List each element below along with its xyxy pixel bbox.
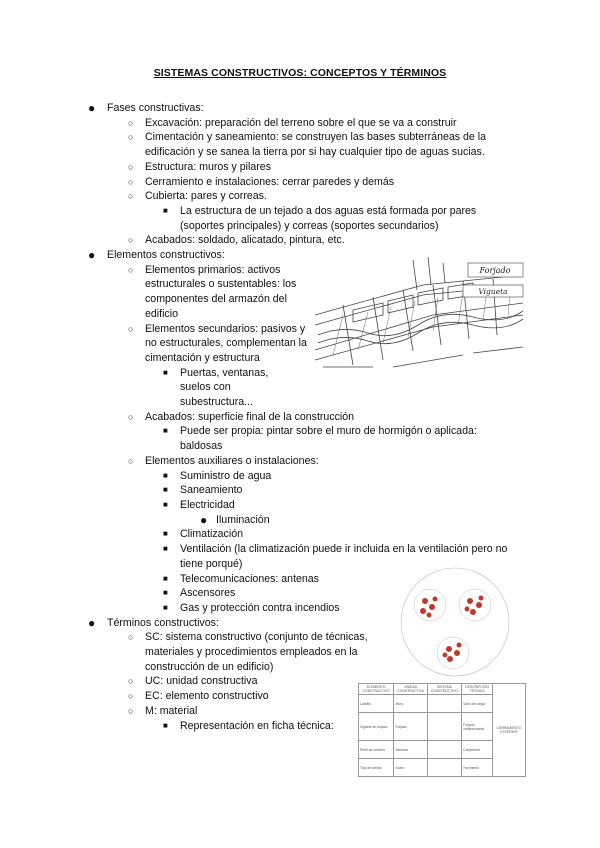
bullet-circle-icon: ○: [128, 117, 134, 128]
list-item: ■ Gas y protección contra incendios: [163, 601, 340, 614]
list-item: ○ M: material: [128, 704, 198, 717]
section-fases: [0, 101, 600, 116]
bullet-square-icon: ■: [163, 544, 168, 554]
bullet-square-icon: ■: [163, 470, 168, 480]
list-item: ■ Saneamiento: [163, 484, 243, 497]
list-item: ○ UC: unidad constructiva: [128, 675, 258, 688]
list-item: ○ Cubierta: pares y correas.: [128, 190, 267, 203]
bullet-square-icon: ■: [163, 426, 168, 436]
bullet-circle-icon: ○: [128, 176, 134, 187]
bullet-square-icon: ■: [163, 588, 168, 598]
systems-cluster-diagram: [395, 565, 515, 680]
list-item: ● Iluminación: [200, 512, 270, 527]
ficha-tecnica: [358, 683, 526, 777]
list-item: ○ Estructura: muros y pilares: [128, 160, 271, 173]
bullet-circle-icon: ○: [128, 235, 134, 246]
cluster-drawing: [395, 565, 515, 680]
bullet-disc-icon: ●: [88, 248, 96, 263]
list-item: ■ Electricidad: [163, 498, 235, 511]
list-item: ■ Representación en ficha técnica:: [163, 719, 334, 732]
table-row: Vigueta de forjado Forjado Forjado unidireccional: [359, 713, 526, 741]
technical-sheet-table: [358, 683, 526, 779]
list-item: ○ Cerramiento e instalaciones: cerrar paredes y demás: [128, 175, 395, 188]
bullet-square-icon: ■: [163, 720, 168, 730]
bullet-circle-icon: ○: [128, 455, 134, 466]
table-row: Ladrillo Muro Muro de carga: [359, 695, 526, 713]
list-item: ■ La estructura de un tejado a dos aguas está formada por pares (soportes principales) y correas (soportes secundarios): [163, 204, 477, 232]
list-item: ○ EC: elemento constructivo: [128, 690, 269, 703]
list-item: ○ Acabados: superficie final de la construcción: [128, 410, 355, 423]
list-item: ■ Climatización: [163, 528, 243, 541]
list-item: ○ Elementos primarios: activos estructurales o sustentables: los componentes del armazón del edificio: [128, 263, 297, 320]
bullet-circle-icon: ○: [128, 323, 134, 334]
bullet-circle-icon: ○: [128, 191, 134, 202]
bullet-circle-icon: ○: [128, 264, 134, 275]
list-item: ○ Excavación: preparación del terreno sobre el que se va a construir: [128, 116, 457, 129]
list-item: ○ Cimentación y saneamiento: se construyen las bases subterráneas de la edificación y se sanea la tierra por si hay cualquier tipo de aguas sucias.: [128, 131, 486, 159]
section-label: Fases constructivas:: [107, 102, 204, 114]
bullet-square-icon: ■: [163, 205, 168, 215]
list-item: ■ Ascensores: [163, 587, 236, 600]
table-header-row: ELEMENTO CONSTRUCTIVO UNIDAD CONSTRUCTIVA SISTEMA CONSTRUCTIVO DESCRIPCIÓN TÉCNICA CERRAMIENTO EXTERIOR: [359, 684, 526, 695]
table-row: Perfil de madera Ventana Carpintería: [359, 741, 526, 759]
list-item: ○ SC: sistema constructivo (conjunto de técnicas, materiales y procedimientos empleados en la construcción de un edificio): [128, 631, 368, 673]
bullet-square-icon: ■: [163, 485, 168, 495]
bullet-square-icon: ■: [163, 573, 168, 583]
list-item: ■ Telecomunicaciones: antenas: [163, 572, 319, 585]
bullet-circle-icon: ○: [128, 411, 134, 422]
bullet-square-icon: ■: [163, 499, 168, 509]
bullet-disc-icon: ●: [88, 101, 96, 115]
bullet-circle-icon: ○: [128, 676, 134, 687]
list-item: ■ Suministro de agua: [163, 469, 272, 482]
bullet-square-icon: ■: [163, 602, 168, 612]
list-item: ■ Ventilación (la climatización puede ir incluida en la ventilación pero no tiene porqué): [163, 543, 508, 570]
list-item: ■ Puede ser propia: pintar sobre el muro de hormigón o aplicada: baldosas: [163, 425, 477, 453]
bullet-circle-icon: ○: [128, 161, 134, 172]
section-label: Términos constructivos:: [107, 616, 219, 629]
bullet-square-icon: ■: [163, 529, 168, 539]
list-item: ○ Acabados: soldado, alicatado, pintura, etc.: [128, 234, 345, 247]
bullet-disc-icon: ●: [88, 615, 96, 630]
bullet-disc-icon: ●: [200, 512, 208, 527]
roof-structure-drawing: [313, 255, 525, 372]
bullet-square-icon: ■: [163, 367, 168, 377]
roof-structure-figure: [313, 255, 525, 372]
table-row: Tipo de tarima Suelo Pavimento: [359, 759, 526, 777]
list-item: ○ Elementos secundarios: pasivos y no estructurales, complementan la cimentación y estructura: [128, 322, 307, 364]
bullet-circle-icon: ○: [128, 632, 134, 643]
section-label: Elementos constructivos:: [107, 249, 225, 262]
page-title: SISTEMAS CONSTRUCTIVOS: CONCEPTOS Y TÉRMINOS: [153, 67, 447, 79]
bullet-circle-icon: ○: [128, 691, 134, 702]
bullet-circle-icon: ○: [128, 705, 134, 716]
bullet-circle-icon: ○: [128, 132, 134, 143]
roof-label-vigueta: Vigueta: [478, 287, 508, 296]
list-item: ○ Elementos auxiliares o instalaciones:: [128, 454, 319, 467]
list-item: ■ Puertas, ventanas, suelos con subestructura...: [163, 366, 269, 409]
roof-label-forjado: Forjado: [479, 266, 511, 275]
